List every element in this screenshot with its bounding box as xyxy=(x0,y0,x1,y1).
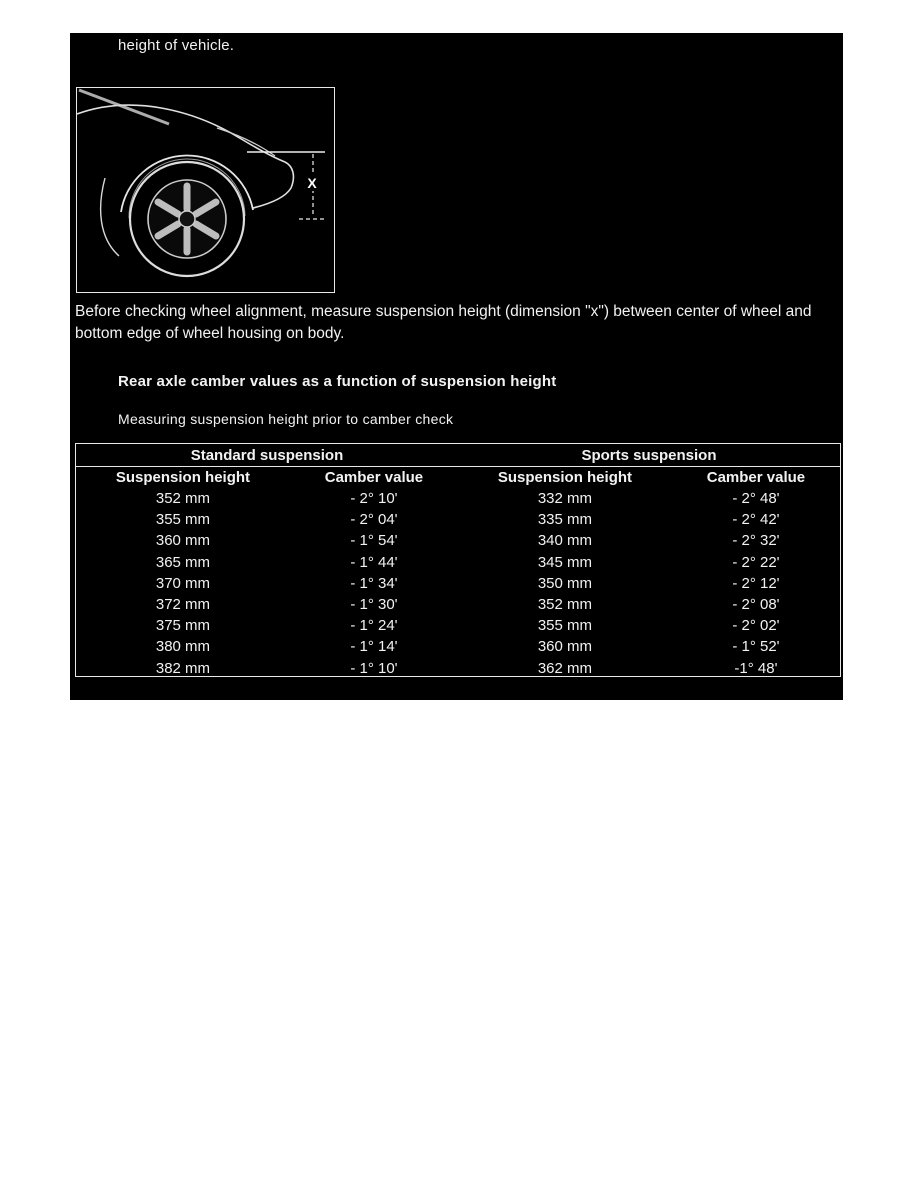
table-cell: 375 mm xyxy=(155,617,211,635)
table-row xyxy=(76,636,840,657)
section-subheading: Measuring suspension height prior to camber check xyxy=(118,411,454,427)
table-cell: 340 mm xyxy=(537,532,593,550)
figure-caption-line2: bottom edge of wheel housing on body. xyxy=(75,325,345,342)
fender-wheel-illustration xyxy=(77,88,334,292)
table-cell: - 2° 04' xyxy=(350,511,398,529)
table-row xyxy=(76,658,840,679)
table-cell: - 1° 30' xyxy=(350,596,398,614)
column-header-row xyxy=(76,467,840,489)
table-cell: - 2° 08' xyxy=(732,596,780,614)
standard-suspension-header: Standard suspension xyxy=(76,444,458,467)
table-cell: 372 mm xyxy=(155,596,211,614)
column-header-camber-value-sports: Camber value xyxy=(706,469,806,486)
sports-suspension-header: Sports suspension xyxy=(458,444,840,467)
table-cell: 352 mm xyxy=(155,490,211,508)
table-cell: 335 mm xyxy=(537,511,593,529)
wheel-hub xyxy=(179,211,195,227)
table-cell: 362 mm xyxy=(537,659,593,677)
page-top-text: height of vehicle. xyxy=(118,37,235,54)
table-cell: 360 mm xyxy=(537,638,593,656)
table-row xyxy=(76,530,840,551)
table-row xyxy=(76,573,840,594)
table-cell: 332 mm xyxy=(537,490,593,508)
table-cell: 352 mm xyxy=(537,596,593,614)
table-cell: - 2° 22' xyxy=(732,553,780,571)
table-row xyxy=(76,552,840,573)
table-cell: 345 mm xyxy=(537,553,593,571)
table-cell: - 1° 44' xyxy=(350,553,398,571)
table-row xyxy=(76,488,840,509)
suspension-group-header-row xyxy=(76,444,840,467)
table-cell: 380 mm xyxy=(155,638,211,656)
camber-values-table xyxy=(76,444,840,679)
table-cell: - 2° 10' xyxy=(350,490,398,508)
table-cell: 355 mm xyxy=(537,617,593,635)
table-cell: 382 mm xyxy=(155,659,211,677)
table-cell: - 2° 42' xyxy=(732,511,780,529)
table-row xyxy=(76,509,840,530)
wheel xyxy=(130,162,244,276)
table-cell: - 1° 24' xyxy=(350,617,398,635)
table-cell: -1° 48' xyxy=(734,659,778,677)
table-cell: - 1° 34' xyxy=(350,574,398,592)
table-cell: 370 mm xyxy=(155,574,211,592)
figure-caption-line1: Before checking wheel alignment, measure suspension height (dimension "x") between center of wheel and xyxy=(75,303,812,320)
column-header-camber-value-standard: Camber value xyxy=(324,469,424,486)
table-cell: - 2° 32' xyxy=(732,532,780,550)
column-header-suspension-height-sports: Suspension height xyxy=(497,469,633,486)
table-cell: 350 mm xyxy=(537,574,593,592)
table-cell: - 1° 10' xyxy=(350,659,398,677)
camber-table-body xyxy=(76,488,840,679)
table-cell: - 1° 52' xyxy=(732,638,780,656)
table-cell: - 2° 12' xyxy=(732,574,780,592)
table-cell: - 1° 14' xyxy=(350,638,398,656)
column-header-suspension-height-standard: Suspension height xyxy=(115,469,251,486)
table-cell: 355 mm xyxy=(155,511,211,529)
table-cell: 360 mm xyxy=(155,532,211,550)
content-panel xyxy=(70,33,843,700)
figure-caption xyxy=(75,301,841,345)
table-row xyxy=(76,594,840,615)
camber-values-table-container xyxy=(75,443,841,677)
table-cell: 365 mm xyxy=(155,553,211,571)
table-cell: - 2° 48' xyxy=(732,490,780,508)
section-heading: Rear axle camber values as a function of suspension height xyxy=(118,373,557,390)
table-cell: - 1° 54' xyxy=(350,532,398,550)
table-row xyxy=(76,615,840,636)
wheel-housing-figure xyxy=(76,87,335,293)
table-cell: - 2° 02' xyxy=(732,617,780,635)
dimension-x-label: X xyxy=(307,175,317,191)
